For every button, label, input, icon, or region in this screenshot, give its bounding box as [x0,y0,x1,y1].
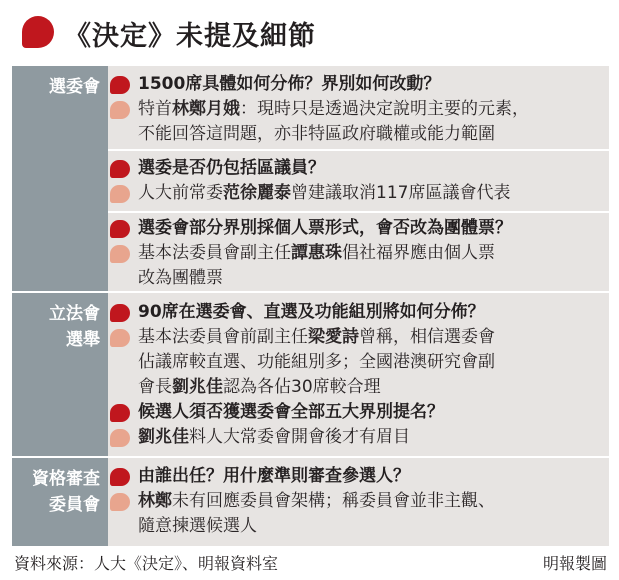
answer [108,350,593,375]
answer [108,425,593,450]
question-bullet-icon [110,220,130,238]
person-name: 劉兆佳 [138,427,189,447]
question-bullet-icon [110,468,130,486]
source-note: 資料來源：人大《決定》、明報資料室 [14,554,279,573]
question-text: 1500席具體如何分佈？界別如何改動？ [138,74,441,94]
question [108,300,593,325]
answer [108,181,593,206]
category-vetting-committee [12,458,108,546]
category-legco-election [12,293,108,456]
answer-bullet-icon [110,185,130,203]
answer-text: 隨意揀選候選人 [138,516,257,536]
answer [108,97,593,122]
divider [108,291,609,293]
person-name: 譚惠珠 [291,243,342,263]
category-election-committee [12,66,108,291]
answer [108,514,593,539]
qa-block [108,464,593,539]
answer-text: 改為團體票 [138,268,223,288]
answer-text: 佔議席較直選、功能組別多；全國港澳研究會副 [138,352,495,372]
title-bar [0,0,619,58]
qa-block [108,216,593,291]
question-text: 候選人須否獲選委會全部五大界別提名？ [138,402,444,422]
qa-block [108,300,593,450]
answer-bullet-icon [110,429,130,447]
question-text: 選委會部分界別採個人票形式，會否改為團體票？ [138,218,512,238]
question-bullet-icon [110,304,130,322]
category-label: 選委會 [49,77,100,97]
question-text: 由誰出任？用什麼準則審查參選人？ [138,466,410,486]
answer-bullet-icon [110,245,130,263]
answer-text: 料人大常委會開會後才有眉目 [189,427,410,447]
category-label: 委員會 [49,495,100,515]
category-label: 立法會 [49,304,100,324]
answer [108,375,593,400]
answer-text: 不能回答這問題，亦非特區政府職權或能力範圍 [138,124,495,144]
page-title: 《決定》未提及細節 [64,21,316,52]
answer-text: 倡社福界應由個人票 [342,243,495,263]
person-name: 劉兆佳 [172,377,223,397]
question-bullet-icon [110,404,130,422]
answer-text: 曾稱，相信選委會 [359,327,495,347]
question-bullet-icon [110,160,130,178]
question [108,156,593,181]
question-text: 90席在選委會、直選及功能組別將如何分佈？ [138,302,485,322]
answer-text: 認為各佔30席較合理 [223,377,381,397]
person-name: 林鄭月娥 [172,99,240,119]
category-label: 選舉 [66,330,100,350]
speech-bubble-icon [22,16,54,48]
answer-text: 人大前常委 [138,183,223,203]
category-label: 資格審查 [32,469,100,489]
person-name: 范徐麗泰 [223,183,291,203]
divider [108,149,609,151]
answer-text: ：現時只是透過決定說明主要的元素， [240,99,529,119]
answer-text: 曾建議取消117席區議會代表 [291,183,511,203]
answer-bullet-icon [110,101,130,119]
question-bullet-icon [110,76,130,94]
answer [108,489,593,514]
answer [108,325,593,350]
answer [108,241,593,266]
question [108,400,593,425]
answer-text: 基本法委員會副主任 [138,243,291,263]
qa-block [108,156,593,206]
answer-bullet-icon [110,329,130,347]
answer-text: 特首 [138,99,172,119]
answer [108,266,593,291]
answer-text: 基本法委員會前副主任 [138,327,308,347]
question-text: 選委是否仍包括區議員？ [138,158,325,178]
answer-text: 未有回應委員會架構；稱委員會並非主觀、 [172,491,495,511]
question [108,72,593,97]
answer-bullet-icon [110,493,130,511]
question [108,464,593,489]
divider [108,211,609,213]
person-name: 林鄭 [138,491,172,511]
divider [108,456,609,458]
answer-text: 會長 [138,377,172,397]
answer [108,122,593,147]
qa-block [108,72,593,147]
person-name: 梁愛詩 [308,327,359,347]
question [108,216,593,241]
credit-note: 明報製圖 [542,554,607,573]
